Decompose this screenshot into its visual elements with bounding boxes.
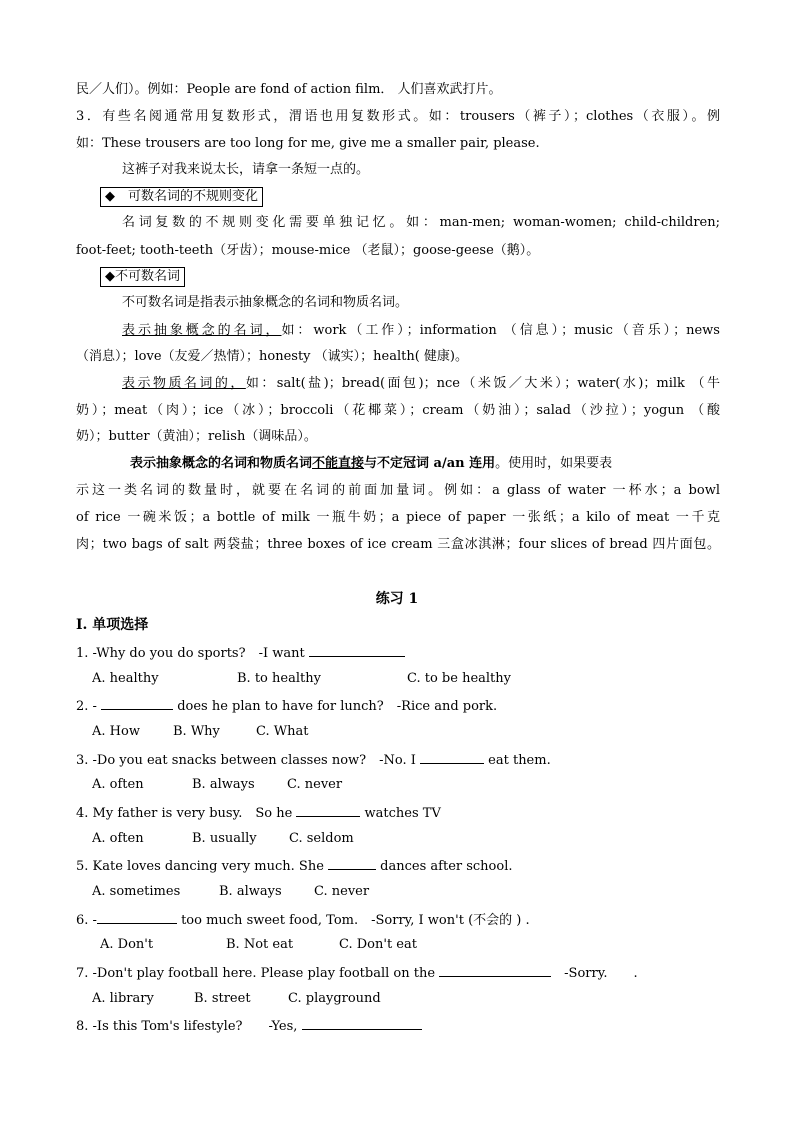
options-7 xyxy=(92,989,720,1009)
options-3 xyxy=(92,775,720,795)
option-b[interactable]: B. usually xyxy=(192,831,257,846)
note-line-3: 如：These trousers are too long for me, give me a smaller pair, please. xyxy=(76,136,540,151)
option-c[interactable]: C. playground xyxy=(288,991,381,1006)
answer-blank[interactable] xyxy=(302,1015,422,1030)
option-c[interactable]: C. never xyxy=(314,884,370,899)
note-text: 如：salt(盐)；bread(面包)；nce（米饭／大米）；water(水)；milk （牛 xyxy=(245,376,720,391)
option-b[interactable]: B. always xyxy=(192,777,255,792)
note-line-5: 名词复数的不规则变化需要单独记忆。如：man-men; woman-women; child-children; xyxy=(122,215,720,230)
options-6 xyxy=(100,935,720,955)
note-text: 。使用时，如果要表 xyxy=(495,456,613,471)
answer-blank[interactable] xyxy=(328,855,376,870)
answer-blank[interactable] xyxy=(309,642,405,657)
answer-blank[interactable] xyxy=(101,695,173,710)
options-4 xyxy=(92,829,720,849)
heading-uncountable xyxy=(100,267,720,287)
question-7 xyxy=(76,962,720,982)
note-line-16: 肉；two bags of salt 两袋盐；three boxes of ice cream 三盒冰淇淋；four slices of bread 四片面包。 xyxy=(76,537,720,552)
bold-text: 与不定冠词 a/an 连用 xyxy=(364,456,496,471)
option-a[interactable]: A. healthy xyxy=(92,671,159,686)
note-text: 如：work（工作）；information （信息）；music（音乐）；news xyxy=(281,323,720,338)
options-5 xyxy=(92,882,720,902)
question-stem: 6. - xyxy=(76,913,97,928)
note-line-10 xyxy=(122,374,720,394)
note-line-12: 奶）；butter（黄油）；relish（调味品）。 xyxy=(76,429,317,444)
answer-blank[interactable] xyxy=(97,909,177,924)
note-line-7: 不可数名词是指表示抽象概念的名词和物质名词。 xyxy=(122,295,409,310)
option-a[interactable]: A. Don't xyxy=(100,937,154,952)
question-stem: 4. My father is very busy. So he xyxy=(76,806,297,821)
question-stem: 2. - xyxy=(76,699,102,714)
note-line-15: of rice 一碗米饭；a bottle of milk 一瓶牛奶；a piece of paper 一张纸；a kilo of meat 一千克 xyxy=(76,510,720,525)
bold-text: 表示抽象概念的名词和物质名词 xyxy=(130,456,313,471)
option-b[interactable]: B. Not eat xyxy=(226,937,294,952)
question-stem: watches TV xyxy=(360,806,441,821)
question-stem: 1. -Why do you do sports? -I want xyxy=(76,646,309,661)
option-a[interactable]: A. often xyxy=(92,777,144,792)
question-stem: does he plan to have for lunch? -Rice and pork. xyxy=(173,699,498,714)
options-1 xyxy=(92,669,720,689)
heading-box: ◆ 可数名词的不规则变化 xyxy=(100,187,263,207)
option-b[interactable]: B. Why xyxy=(173,724,220,739)
note-line-6: foot-feet; tooth-teeth（牙齿）；mouse-mice （老鼠）；goose-geese（鹅）。 xyxy=(76,243,540,258)
answer-blank[interactable] xyxy=(439,962,551,977)
option-c[interactable]: C. seldom xyxy=(289,831,354,846)
heading-irregular-plural xyxy=(100,187,720,207)
exercise-title: 练习 1 xyxy=(375,591,419,607)
question-8 xyxy=(76,1015,720,1035)
underlined-term: 表示物质名词的， xyxy=(122,376,246,391)
bold-underlined-text: 不能直接 xyxy=(312,456,365,471)
note-line-14: 示这一类名词的数量时，就要在名词的前面加量词。例如：a glass of water 一杯水；a bowl xyxy=(76,483,720,498)
option-c[interactable]: C. never xyxy=(287,777,343,792)
option-c[interactable]: C. to be healthy xyxy=(407,671,511,686)
question-3 xyxy=(76,749,720,769)
question-stem: 5. Kate loves dancing very much. She xyxy=(76,859,329,874)
note-line-11: 奶）；meat（肉）；ice（冰）；broccoli（花椰菜）；cream（奶油）；salad（沙拉）；yogun （酸 xyxy=(76,403,720,418)
heading-box: ◆不可数名词 xyxy=(100,267,185,287)
question-stem: 7. -Don't play football here. Please play football on the xyxy=(76,966,440,981)
question-5 xyxy=(76,855,720,875)
options-2 xyxy=(92,722,720,742)
option-b[interactable]: B. always xyxy=(219,884,282,899)
question-stem: eat them. xyxy=(484,753,551,768)
underlined-term: 表示抽象概念的名词， xyxy=(122,323,282,338)
note-line-8 xyxy=(122,321,720,341)
question-stem: dances after school. xyxy=(376,859,513,874)
question-4 xyxy=(76,802,720,822)
note-line-13 xyxy=(130,454,720,474)
question-1 xyxy=(76,642,720,662)
note-line-4: 这裤子对我来说太长，请拿一条短一点的。 xyxy=(122,162,370,177)
option-b[interactable]: B. street xyxy=(194,991,251,1006)
question-stem: 8. -Is this Tom's lifestyle? -Yes, xyxy=(76,1019,302,1034)
question-stem: 3. -Do you eat snacks between classes now? -No. I xyxy=(76,753,421,768)
note-line-9: （消息）；love（友爱／热情）；honesty （诚实）；health( 健康)。 xyxy=(76,349,469,364)
question-6 xyxy=(76,909,720,929)
question-stem: -Sorry. . xyxy=(551,966,638,981)
note-line-2: 3．有些名阅通常用复数形式，渭语也用复数形式。如：trousers（裤子）；clothes（衣服）。例 xyxy=(76,109,720,124)
option-c[interactable]: C. What xyxy=(256,724,309,739)
option-a[interactable]: A. How xyxy=(92,724,140,739)
section-heading: I. 单项选择 xyxy=(76,617,149,633)
option-a[interactable]: A. library xyxy=(92,991,154,1006)
answer-blank[interactable] xyxy=(420,749,484,764)
question-2 xyxy=(76,695,720,715)
answer-blank[interactable] xyxy=(296,802,360,817)
option-b[interactable]: B. to healthy xyxy=(237,671,321,686)
option-a[interactable]: A. often xyxy=(92,831,144,846)
note-line-1: 民／人们）。例如：People are fond of action film． 人们喜欢武打片。 xyxy=(76,82,502,97)
question-stem: too much sweet food, Tom. -Sorry, I won't (不会的 ) . xyxy=(176,913,530,928)
option-a[interactable]: A. sometimes xyxy=(92,884,181,899)
option-c[interactable]: C. Don't eat xyxy=(339,937,417,952)
